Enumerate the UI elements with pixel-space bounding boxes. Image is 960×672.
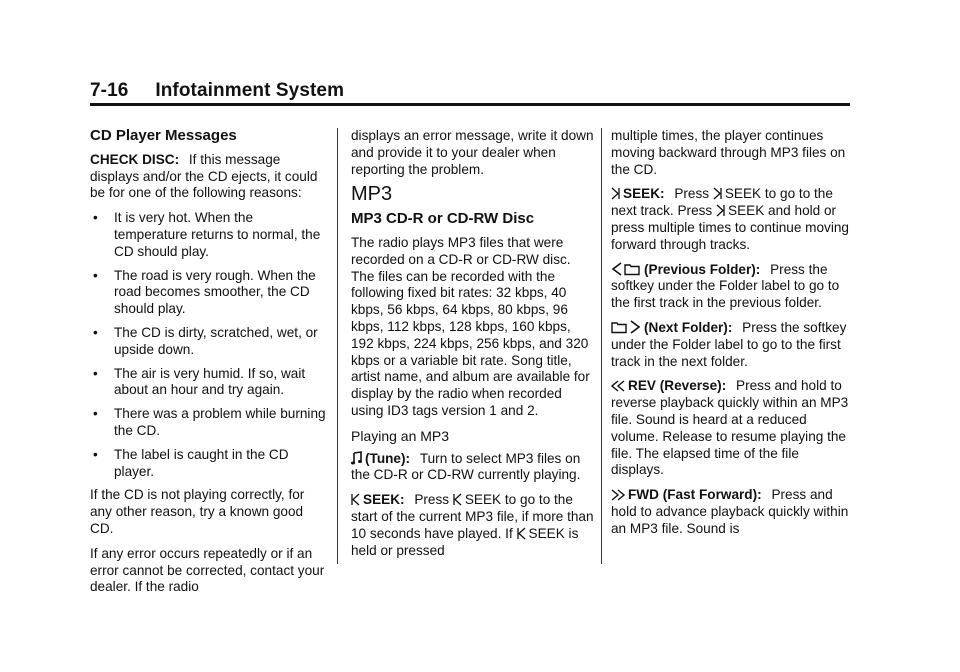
list-item: • There was a problem while burning the CD. [93,406,326,438]
column-divider [337,128,338,564]
error-paragraph: If any error occurs repeatedly or if an error cannot be corrected, contact your dealer. If the radio [90,545,325,595]
next-folder-paragraph: (Next Folder): Press the softkey under the Folder label to go to the first track in the next folder. [611,319,847,369]
fast-forward-icon [611,489,625,501]
header-rule [90,103,850,106]
next-folder-label: (Next Folder): [644,319,733,335]
playing-heading: Playing an MP3 [351,427,450,444]
seek-back-icon [351,493,360,506]
bullet-icon: • [93,365,98,381]
column-1 [90,128,326,604]
page-title: 7-16 Infotainment System [90,80,345,101]
previous-folder-label: (Previous Folder): [644,261,761,277]
rewind-icon [611,380,625,392]
list-item: • The CD is dirty, scratched, wet, or upside down. [93,324,318,357]
previous-folder-icon [611,262,641,276]
section-heading: CD Player Messages [90,127,237,144]
bullet-icon: • [93,446,98,462]
bullet-icon: • [93,210,98,226]
disc-heading: MP3 CD-R or CD-RW Disc [351,210,535,228]
list-item: • It is very hot. When the temperature returns to normal, the CD should play. [93,210,321,259]
reasons-list [90,210,326,480]
check-disc-paragraph [90,152,326,202]
column-2 [351,128,596,567]
not-playing-paragraph: If the CD is not playing correctly, for any other reason, try a known good CD. [90,487,305,536]
reverse-paragraph: REV (Reverse): Press and hold to reverse playback quickly within an MP3 file. Sound is heard at a reduced volume. Release to resume playing the file. The elapsed time of the file displays. [611,378,849,478]
next-folder-icon [611,320,641,334]
tune-label: (Tune): [365,450,411,466]
list-item: • The label is caught in the CD player. [93,446,289,479]
seek-back-icon [517,527,526,540]
seek-forward-paragraph: SEEK: Press SEEK to go to the next track. Press SEEK and hold or press multiple times to continue moving forward through tracks. [611,186,849,252]
seek-back-paragraph: SEEK: Press SEEK to go to the start of the current MP3 file, if more than 10 seconds have played. If SEEK is held or pressed [351,492,594,558]
check-disc-label: CHECK DISC: [90,151,180,167]
mp3-heading: MP3 [351,183,393,206]
tune-paragraph [351,451,596,485]
continued-paragraph: multiple times, the player continues moving backward through MP3 files on the CD. [611,128,846,177]
bullet-icon: • [93,324,98,340]
seek-label: SEEK: [623,186,665,202]
seek-forward-icon [716,204,725,217]
seek-label: SEEK: [363,492,405,508]
fast-forward-label: FWD (Fast Forward): [628,487,762,503]
seek-forward-icon [713,187,722,200]
reverse-label: REV (Reverse): [628,378,727,394]
tune-text: Turn to select MP3 files on the CD-R or CD-RW currently playing. [351,450,581,483]
previous-folder-paragraph: (Previous Folder): Press the softkey under the Folder label to go to the first track in the previous folder. [611,261,840,311]
column-3 [611,128,853,546]
fast-forward-paragraph: FWD (Fast Forward): Press and hold to advance playback quickly within an MP3 file. Sound is [611,487,849,536]
seek-forward-icon [611,187,620,200]
continued-paragraph: displays an error message, write it down and provide it to your dealer when reporting the problem. [351,128,594,177]
bullet-icon: • [93,267,98,283]
music-note-icon [351,451,362,465]
bullet-icon: • [93,406,98,422]
seek-back-icon [453,493,462,506]
list-item: • The road is very rough. When the road becomes smoother, the CD should play. [93,267,316,317]
column-divider [601,128,602,564]
radio-paragraph: The radio plays MP3 files that were recorded on a CD-R or CD-RW disc. The files can be recorded with the following fixed bit rates: 32 kbps, 40 kbps, 56 kbps, 64 kbps, 80 kbps, 96 kbps, 112 kbps, 128 kbps, 160 kbps, 192 kbps, 224 kbps, 256 kbps, and 320 kbps or a variable bit rate. Song title, artist name, and album are available for display by the radio when recorded using ID3 tags version 1 and 2. [351,234,590,418]
list-item: • The air is very humid. If so, wait about an hour and try again. [93,365,306,398]
check-disc-text: If this message displays and/or the CD ejects, it could be for one of the following reasons: [90,151,318,201]
